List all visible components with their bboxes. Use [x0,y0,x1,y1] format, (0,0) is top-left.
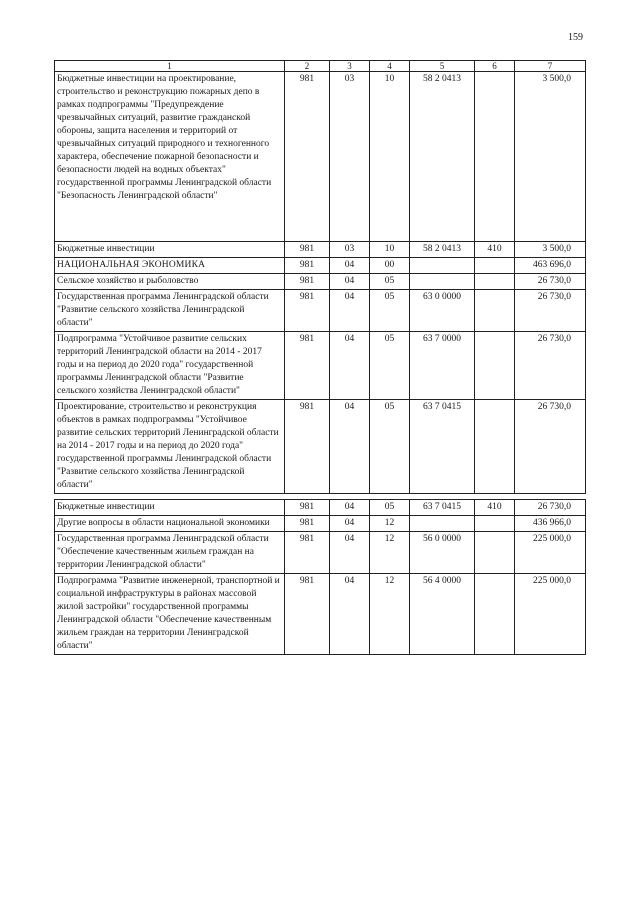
table-row [55,400,586,494]
cell-admin: 981 [285,400,330,494]
cell-admin: 981 [285,516,330,532]
column-header: 5 [410,61,475,72]
cell-section: 04 [330,574,370,655]
column-header: 6 [475,61,515,72]
row-name: Проектирование, строительство и реконструкция объектов в рамках подпрограммы "Устойчивое развитие сельских территорий Ленинградской области на 2014 - 2017 годы и на период до 2020 года" государственной программы Ленинградской области "Развитие сельского хозяйства Ленинградской области" [55,400,285,494]
cell-subsection: 10 [370,242,410,258]
row-name: Бюджетные инвестиции [55,242,285,258]
cell-section: 04 [330,258,370,274]
cell-amount: 26 730,0 [515,290,586,332]
cell-amount: 26 730,0 [515,500,586,516]
row-name: Государственная программа Ленинградской области "Развитие сельского хозяйства Ленинградской области" [55,290,285,332]
column-header: 3 [330,61,370,72]
cell-type [475,400,515,494]
cell-type: 410 [475,242,515,258]
cell-target: 56 4 0000 [410,574,475,655]
cell-subsection: 05 [370,400,410,494]
cell-amount: 3 500,0 [515,242,586,258]
cell-type: 410 [475,500,515,516]
row-name: Бюджетные инвестиции на проектирование, строительство и реконструкцию пожарных депо в рамках подпрограммы "Предупреждение чрезвычайных ситуаций, развитие гражданской обороны, защита населения и территорий от чрезвычайных ситуаций природного и техногенного характера, обеспечение пожарной безопасности и безопасности людей на водных объектах" государственной программы Ленинградской области "Безопасность Ленинградской области" [55,72,285,242]
row-name: Другие вопросы в области национальной экономики [55,516,285,532]
cell-subsection: 05 [370,332,410,400]
cell-section: 04 [330,516,370,532]
cell-target: 63 7 0415 [410,500,475,516]
cell-target: 63 0 0000 [410,290,475,332]
cell-type [475,516,515,532]
cell-admin: 981 [285,532,330,574]
table-row [55,274,586,290]
cell-target: 63 7 0415 [410,400,475,494]
cell-type [475,332,515,400]
cell-section: 04 [330,274,370,290]
table-row [55,332,586,400]
cell-admin: 981 [285,574,330,655]
table-row [55,72,586,242]
row-name: Государственная программа Ленинградской области "Обеспечение качественным жильем граждан на территории Ленинградской области" [55,532,285,574]
column-header: 1 [55,61,285,72]
cell-admin: 981 [285,258,330,274]
cell-admin: 981 [285,72,330,242]
cell-section: 04 [330,290,370,332]
cell-type [475,532,515,574]
cell-admin: 981 [285,332,330,400]
cell-target [410,258,475,274]
cell-amount: 225 000,0 [515,574,586,655]
cell-admin: 981 [285,500,330,516]
cell-target: 56 0 0000 [410,532,475,574]
cell-amount: 463 696,0 [515,258,586,274]
budget-table [54,60,586,655]
table-row [55,516,586,532]
cell-subsection: 00 [370,258,410,274]
column-header: 4 [370,61,410,72]
cell-amount: 26 730,0 [515,274,586,290]
cell-type [475,72,515,242]
cell-type [475,258,515,274]
row-name: Бюджетные инвестиции [55,500,285,516]
table-row [55,500,586,516]
cell-amount: 26 730,0 [515,400,586,494]
cell-section: 04 [330,400,370,494]
cell-section: 04 [330,532,370,574]
row-name: Подпрограмма "Устойчивое развитие сельских территорий Ленинградской области на 2014 - 2017 годы и на период до 2020 года" государственной программы Ленинградской области "Развитие сельского хозяйства Ленинградской области" [55,332,285,400]
cell-amount: 26 730,0 [515,332,586,400]
cell-subsection: 05 [370,500,410,516]
cell-subsection: 12 [370,516,410,532]
table-row [55,574,586,655]
table-row [55,242,586,258]
cell-type [475,574,515,655]
cell-type [475,290,515,332]
page-number: 159 [568,32,583,43]
row-name: Сельское хозяйство и рыболовство [55,274,285,290]
cell-admin: 981 [285,290,330,332]
cell-subsection: 05 [370,290,410,332]
cell-target: 58 2 0413 [410,242,475,258]
table-row [55,290,586,332]
row-name: Подпрограмма "Развитие инженерной, транспортной и социальной инфраструктуры в районах массовой жилой застройки" государственной программы Ленинградской области "Обеспечение качественным жильем граждан на территории Ленинградской области" [55,574,285,655]
cell-admin: 981 [285,242,330,258]
cell-section: 03 [330,72,370,242]
cell-amount: 225 000,0 [515,532,586,574]
cell-section: 04 [330,332,370,400]
cell-subsection: 12 [370,574,410,655]
header-row [55,61,586,72]
cell-target [410,516,475,532]
row-name: НАЦИОНАЛЬНАЯ ЭКОНОМИКА [55,258,285,274]
column-header: 2 [285,61,330,72]
cell-type [475,274,515,290]
cell-subsection: 10 [370,72,410,242]
cell-target: 63 7 0000 [410,332,475,400]
cell-target: 58 2 0413 [410,72,475,242]
cell-section: 04 [330,500,370,516]
table-row [55,532,586,574]
cell-section: 03 [330,242,370,258]
cell-subsection: 12 [370,532,410,574]
cell-admin: 981 [285,274,330,290]
cell-target [410,274,475,290]
cell-subsection: 05 [370,274,410,290]
table-row [55,258,586,274]
cell-amount: 3 500,0 [515,72,586,242]
cell-amount: 436 966,0 [515,516,586,532]
column-header: 7 [515,61,586,72]
